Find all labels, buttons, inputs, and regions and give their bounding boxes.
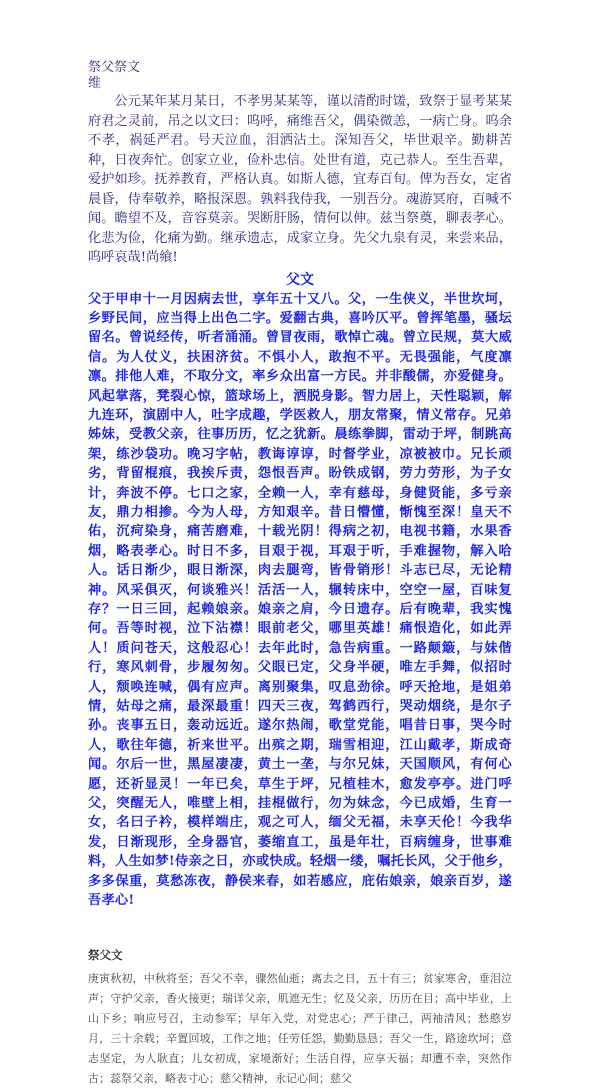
intro-paragraph: 公元某年某月某日，不孝男某某等，谨以清酌时馐，致祭于显考某某府君之灵前，吊之以文曰：呜呼，痛维吾父，偶染微恙，一病亡身。呜余不孝，祸延严君。号天泣血，泪洒沾土。深知吾父，毕世艰辛。勤耕苦种，日夜奔忙。创家立业，俭朴忠信。处世有道，克己恭人。至生吾辈，爱护如珍。抚养教育，严格认真。如斯人德，宜寿百旬。俾为吾女，定省晨昏，侍奉敬养，略报深恩。孰料我侍我，一别吾分。魂游冥府，百喊不闻。瞻望不及，音容莫亲。哭断肝肠，情何以伸。兹当祭奠，聊表孝心。化悲为俭，化痛为勤。继承遗志，成家立身。先父九泉有灵，来尝来品，呜呼哀哉!尚飨!	[88, 94, 512, 265]
section-title: 父文	[286, 271, 314, 288]
document-subtitle: 维	[88, 76, 102, 91]
appendix-text: 庚寅秋初，中秋将至；吾父不幸，骤然仙逝；离去之日，五十有三；贫家寒舍，垂泪泣声；守护父亲，香火接更；瑞详父亲，肌遮无生；忆及父亲，历历在目；高中毕业，上山下乡；响应号召，主动参军；早年入党，对党忠心；严于律己，两袖清风；愁憨岁月，三十余载；辛置回坡，工作之地；任劳任怨，勤勤恳恳；吾父一生，路途坎坷；意志坚定，为人耿直；儿女初成，家境渐好；生活自得，应享天福；却遭不幸，突然作古；蕊祭父亲，略表寸心；慈父精神，永记心间；慈父	[88, 971, 512, 1085]
document-title: 祭父祭文	[88, 60, 141, 75]
main-paragraph: 父于甲申十一月因病去世，享年五十又八。父，一生侠义，半世坎坷，乡野民间，应当得上出色二字。爱翻古典，喜吟仄平。曾挥笔墨，骚坛留名。曾说经传，听者涌涌。曾冒夜雨，歌悼亡魂。曾立民规，莫大威信。为人仗义，扶困济贫。不惧小人，敢抱不平。无畏强能，气度凛凛。排他人难，不取分文，率乡众出富一方民。并非酸儒，亦爱健身。风起掌落，凳裂心惊，篮球场上，洒脱身影。智力居上，天性聪颖，解九连环，演剧中人，吐字成趣，学医救人，朋友常聚，情义常存。兄弟姊妹，受教父亲，往事历历，忆之犹新。晨练拳脚，雷动于坪，制跳高架，练沙袋功。晚习字帖，教诲谆谆，时督学业，凉被被巾。兄长顽劣，背留棍痕，我挨斥责，怨恨吾声。盼铁成钢，劳力劳形，为子女计，奔波不停。七口之家，全赖一人，幸有慈母，身健贤能，多亏亲友，鼎力相掺。今为人母，方知艰辛。昔日懵懂，惭愧至深！皇天不佑，沉疴染身，痛苦磨难，十载光阴！得病之初，电视书籍，水果香烟，略表孝心。时日不多，目艰于视，耳艰于听，手难握物，解入哈人。话日渐少，眼日渐深，肉去腿弯，皆骨销形！斗志已尽，无论精神。风采俱灭，何谈雅兴！活活一人，辗转床中，空空一屋，百味复存？一日三回，起赖娘亲。娘亲之肩，今日遗存。后有晚辈，我实愧何。吾等时视，泣下沾襟！眼前老父，哪里英雄！痛恨造化，如此弄人！质问苍天，这般忍心！去年此时，急告病重。一路颠簸，与妹偕行，寒风刺骨，步履匆匆。父眼已定，父身半硬，唯左手舞，似招时人，颓唤连喊，偶有应声。离别聚集，叹息劲徐。呼天抢地，是姐弟情，姑母之痛，最深最重！四天三夜，驾鹤西行，哭动烟绕，是尔子孙。丧事五日，轰动远近。遂尔热闹，歌堂党能，唱昔日事，哭今时人，歌往年德，祈来世平。出殡之期，瑞雪相迎，江山戴孝，斯成奇闻。尔后一世，黑屋凄凄，黄土一垄，与尔兄妹，天国顺风，有何心愿，还祈显灵！一年已矣，草生于坪，兄植桂木，愈发亭亭。进门呼父，突醒无人，唯壁上相，挂棍做行，勿为妹念，今已成婚，生育一女，名曰子衿，模样端庄，观之可人，缅父无福，未享天伦！今我华发，日渐现形，全身器官，萎缩直工，虽是年壮，百病缠身，世事难料，人生如梦!侍亲之日，亦或快成。轻烟一缕，嘱托长风，父于他乡，多多保重，莫愁冻夜，静侯来春，如若感应，庇佑娘亲，娘亲百岁，遂吾孝心!	[88, 291, 512, 909]
appendix-title: 祭父文	[88, 947, 123, 962]
